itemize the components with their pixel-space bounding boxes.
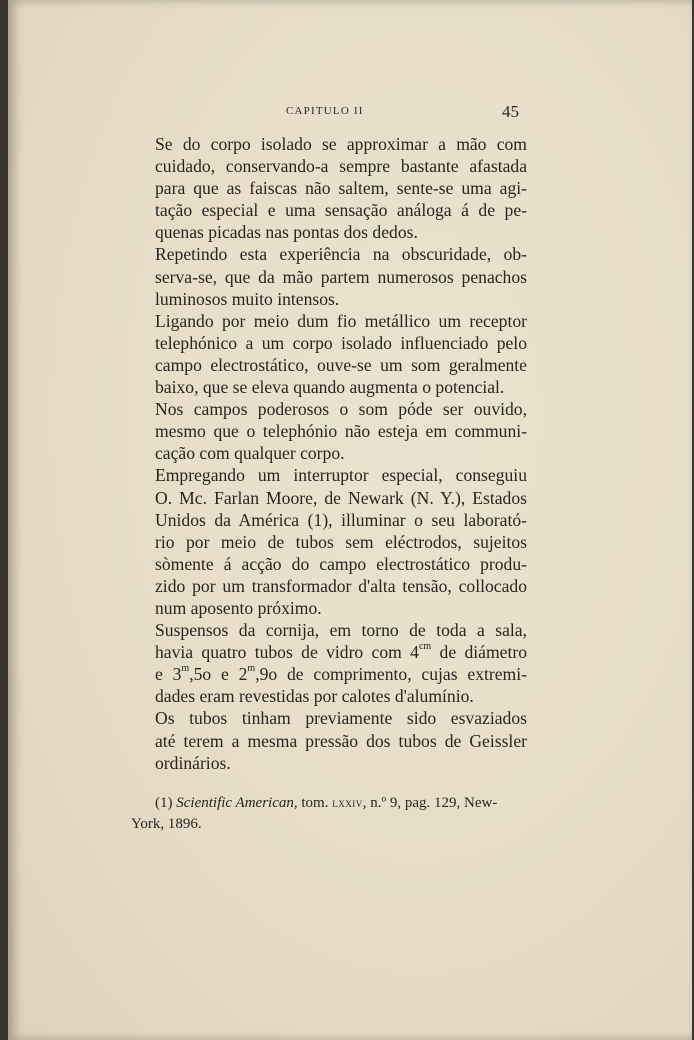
text-line: quenas picadas nas pontas dos dedos. — [155, 222, 418, 243]
text-fragment: de diámetro — [431, 642, 527, 663]
text-line: Repetindo esta experiência na obscuridade, ob- — [155, 244, 527, 265]
paragraph-5 — [131, 464, 527, 619]
text-line: dades eram revestidas por calotes d'alumínio. — [155, 686, 474, 707]
footnote-line — [131, 792, 527, 814]
text-line: rio por meio de tubos sem eléctrodos, sujeitos — [155, 531, 527, 552]
book-page — [8, 0, 692, 1040]
text-fragment: ,9o de comprimento, cujas extremi- — [255, 664, 527, 685]
text-line: cação com qualquer corpo. — [155, 443, 345, 464]
text-line: Empregando um interruptor especial, conseguiu — [155, 465, 527, 486]
paragraph-3 — [131, 310, 527, 398]
text-line: O. Mc. Farlan Moore, de Newark (N. Y.), Estados — [155, 487, 527, 508]
text-line: Unidos da América (1), illuminar o seu laborató- — [155, 509, 527, 530]
text-line: Suspensos da cornija, em torno de toda a sala, — [155, 620, 527, 641]
text-fragment: e 3 — [155, 664, 182, 685]
footnote-marker: (1) — [155, 795, 173, 811]
text-line: luminosos muito intensos. — [155, 288, 340, 309]
footnote-tom-label: tom. — [301, 795, 329, 811]
page-number: 45 — [502, 102, 519, 121]
text-line: campo electrostático, ouve-se um som geralmente — [155, 354, 527, 375]
footnote-volume: lxxiv — [332, 795, 363, 810]
paragraph-4 — [131, 398, 527, 464]
paragraph-7 — [131, 707, 527, 773]
paragraph-2 — [131, 243, 527, 309]
text-line: sòmente á acção do campo electrostático produ- — [155, 553, 527, 574]
text-line: mesmo que o telephónio não esteja em communi- — [155, 421, 527, 442]
unit-superscript: m — [247, 663, 256, 675]
text-line: Nos campos poderosos o som póde ser ouvido, — [155, 399, 527, 420]
page-header — [8, 102, 692, 126]
paragraph-1 — [131, 133, 527, 243]
text-line: ordinários. — [155, 752, 231, 773]
text-line: para que as faiscas não saltem, sente-se uma agi- — [155, 178, 527, 199]
text-line: Os tubos tinham previamente sido esvaziados — [155, 708, 527, 729]
text-line: telephónico a um corpo isolado influenciado pelo — [155, 332, 527, 353]
text-line: tação especial e uma sensação análoga á de pe- — [155, 200, 527, 221]
paragraph-6 — [131, 619, 527, 707]
unit-superscript: cm — [418, 641, 432, 653]
text-line — [131, 663, 527, 685]
footnote-line: York, 1896. — [131, 816, 202, 832]
running-title: CAPITULO II — [286, 105, 364, 117]
text-line — [131, 641, 527, 663]
text-line: até terem a mesma pressão dos tubos de Geissler — [155, 730, 527, 751]
text-line: Ligando por meio dum fio metállico um receptor — [155, 310, 527, 331]
text-line: serva-se, que da mão partem numerosos penachos — [155, 266, 527, 287]
footnote — [131, 792, 527, 835]
text-line: num aposento próximo. — [155, 597, 322, 618]
text-line: cuidado, conservando-a sempre bastante afastada — [155, 156, 527, 177]
footnote-source-title: Scientific American, — [176, 795, 298, 811]
text-fragment: havia quatro tubos de vidro com 4 — [155, 642, 419, 663]
unit-superscript: m — [181, 663, 190, 675]
text-line: Se do corpo isolado se approximar a mão com — [155, 134, 527, 154]
body-text — [131, 133, 527, 774]
text-line: baixo, que se eleva quando augmenta o potencial. — [155, 377, 505, 398]
text-line: zido por um transformador d'alta tensão, collocado — [155, 575, 527, 596]
footnote-details: , n.º 9, pag. 129, New- — [362, 795, 498, 811]
text-fragment: ,5o e 2 — [189, 664, 248, 685]
